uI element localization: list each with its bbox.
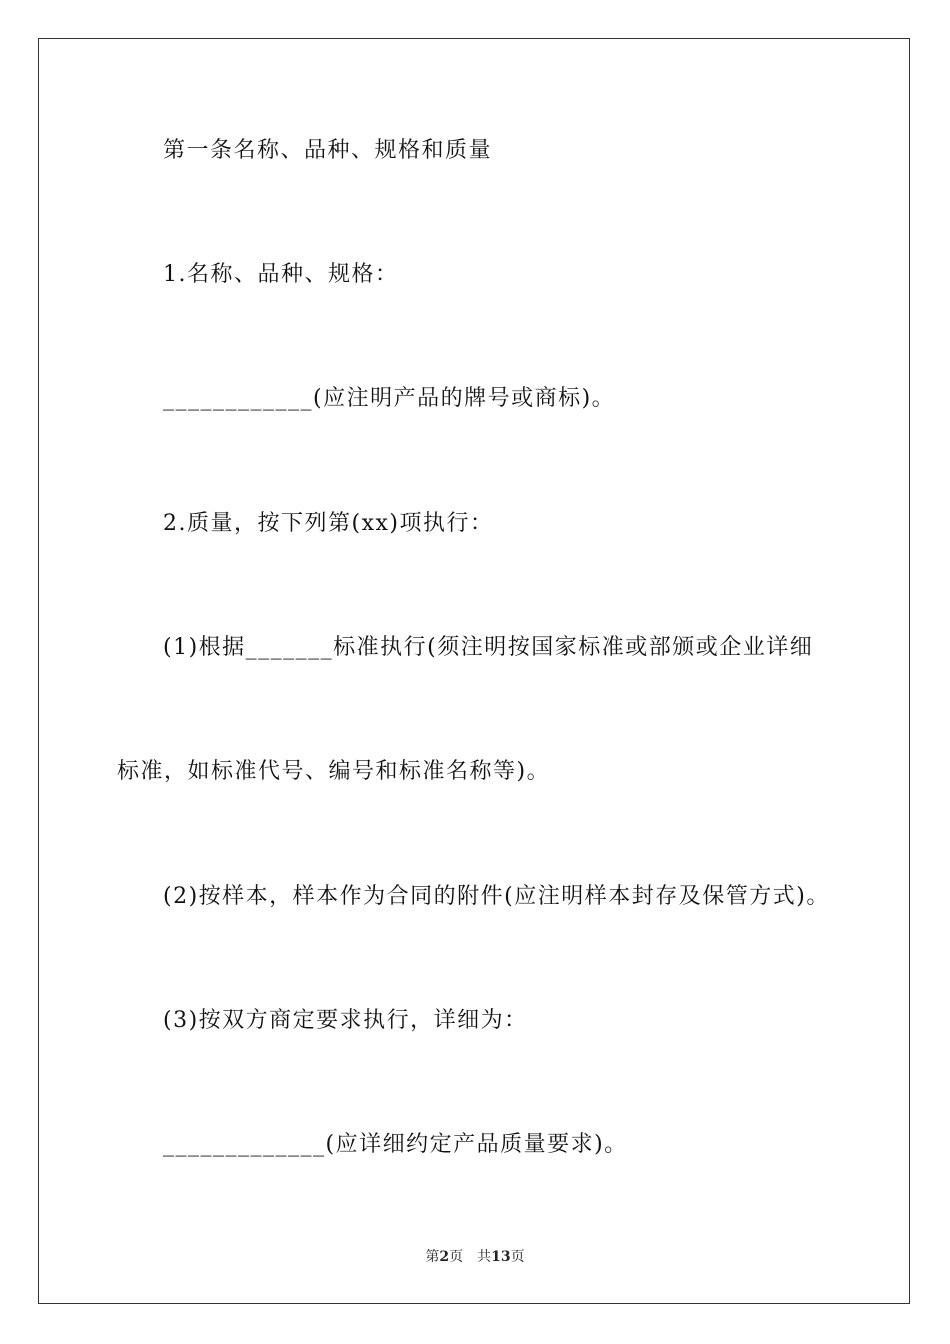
- paragraph-brand-blank: ____________(应注明产品的牌号或商标)。: [163, 386, 616, 411]
- paragraph-item-2: (2)按样本，样本作为合同的附件(应注明样本封存及保管方式)。: [163, 884, 830, 909]
- paragraph-item-1: (1)根据_______标准执行(须注明按国家标准或部颁或企业详细: [163, 635, 814, 660]
- paragraph-quality: 2.质量，按下列第(xx)项执行：: [163, 511, 494, 536]
- footer-page-number: 2: [439, 1249, 450, 1265]
- footer-page-suffix: 页: [449, 1249, 464, 1265]
- paragraph-item-1-continued: 标准，如标准代号、编号和标准名称等)。: [117, 759, 551, 784]
- paragraph-quality-blank: _____________(应详细约定产品质量要求)。: [163, 1132, 628, 1157]
- article-heading: 第一条名称、品种、规格和质量: [163, 138, 493, 163]
- page-border: [38, 38, 910, 1304]
- paragraph-name-spec: 1.名称、品种、规格：: [163, 262, 399, 287]
- page-footer: [0, 1247, 950, 1267]
- footer-page-prefix: 第: [425, 1249, 440, 1265]
- footer-total-suffix: 页: [510, 1249, 525, 1265]
- footer-total-pages: 13: [491, 1249, 511, 1265]
- paragraph-item-3: (3)按双方商定要求执行，详细为：: [163, 1008, 528, 1033]
- footer-total-prefix: 共: [477, 1249, 492, 1265]
